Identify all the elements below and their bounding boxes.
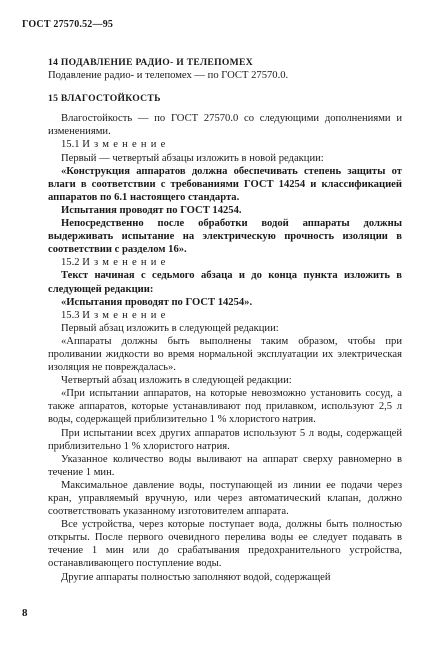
paragraph: «Конструкция аппаратов должна обеспечивать степень защиты от влаги в соответствии с требованиями ГОСТ 14254 и классификацией аппаратов по 6.1 настоящего стандарта. — [48, 165, 402, 203]
clause-change-word: Изменение — [82, 257, 170, 269]
clause-number: 15.3 — [61, 309, 80, 321]
section-15-title: 15 ВЛАГОСТОЙКОСТЬ — [48, 93, 161, 105]
section-14-text: Подавление радио- и телепомех — по ГОСТ 27570.0. — [48, 70, 289, 82]
paragraph: Текст начиная с седьмого абзаца и до конца пункта изложить в следующей редакции: — [48, 270, 402, 295]
clause-15-1-heading — [48, 138, 402, 151]
clause-15-3-heading — [48, 309, 402, 322]
paragraph: Все устройства, через которые поступает вода, должны быть полностью открыты. После первого очевидного перелива воды ее следует подавать в течение 1 мин или до срабатывания предохранительного устройства, останавливающего поступление воды. — [48, 519, 402, 570]
paragraph: Непосредственно после обработки водой аппараты должны выдерживать испытание на электрическую прочность изоляции в соответствии с разделом 16». — [48, 218, 402, 256]
section-15-text: Влагостойкость — по ГОСТ 27570.0 со следующими дополнениями и изменениями. — [48, 113, 402, 138]
paragraph: Первый — четвертый абзацы изложить в новой редакции: — [61, 152, 324, 164]
clause-change-word: Изменение — [82, 139, 170, 151]
clause-number: 15.1 — [61, 139, 80, 151]
paragraph: «Испытания проводят по ГОСТ 14254». — [61, 296, 253, 308]
paragraph: При испытании всех других аппаратов используют 5 л воды, содержащей приблизительно 1 % хлористого натрия. — [48, 427, 402, 452]
clause-15-2-heading — [48, 256, 402, 269]
paragraph: «При испытании аппаратов, на которые невозможно установить сосуд, а также аппаратов, которые устанавливают под прилавком, используют 2,5 л воды, содержащей приблизительно 1 % хлористого натрия. — [48, 388, 402, 426]
page-content — [48, 56, 402, 584]
clause-number: 15.2 — [61, 257, 80, 269]
paragraph: Другие аппараты полностью заполняют водой, содержащей — [61, 571, 331, 583]
paragraph: Максимальное давление воды, поступающей из линии ее подачи через кран, управляемый вручную, или через автоматический клапан, должно соответствовать указанному изготовителем аппарата. — [48, 479, 402, 518]
paragraph: Указанное количество воды выливают на аппарат сверху равномерно в течение 1 мин. — [48, 453, 402, 478]
page-number: 8 — [22, 607, 28, 619]
paragraph: Испытания проводят по ГОСТ 14254. — [61, 204, 242, 216]
section-14-title: 14 ПОДАВЛЕНИЕ РАДИО- И ТЕЛЕПОМЕХ — [48, 57, 253, 68]
paragraph: «Аппараты должны быть выполнены таким образом, чтобы при проливании жидкости во время нормальной эксплуатации их электрическая изоляция не повреждалась». — [48, 335, 402, 374]
document-header: ГОСТ 27570.52—95 — [22, 19, 114, 30]
paragraph: Первый абзац изложить в следующей редакции: — [61, 322, 279, 334]
clause-change-word: Изменение — [82, 309, 170, 321]
paragraph: Четвертый абзац изложить в следующей редакции: — [61, 375, 292, 387]
